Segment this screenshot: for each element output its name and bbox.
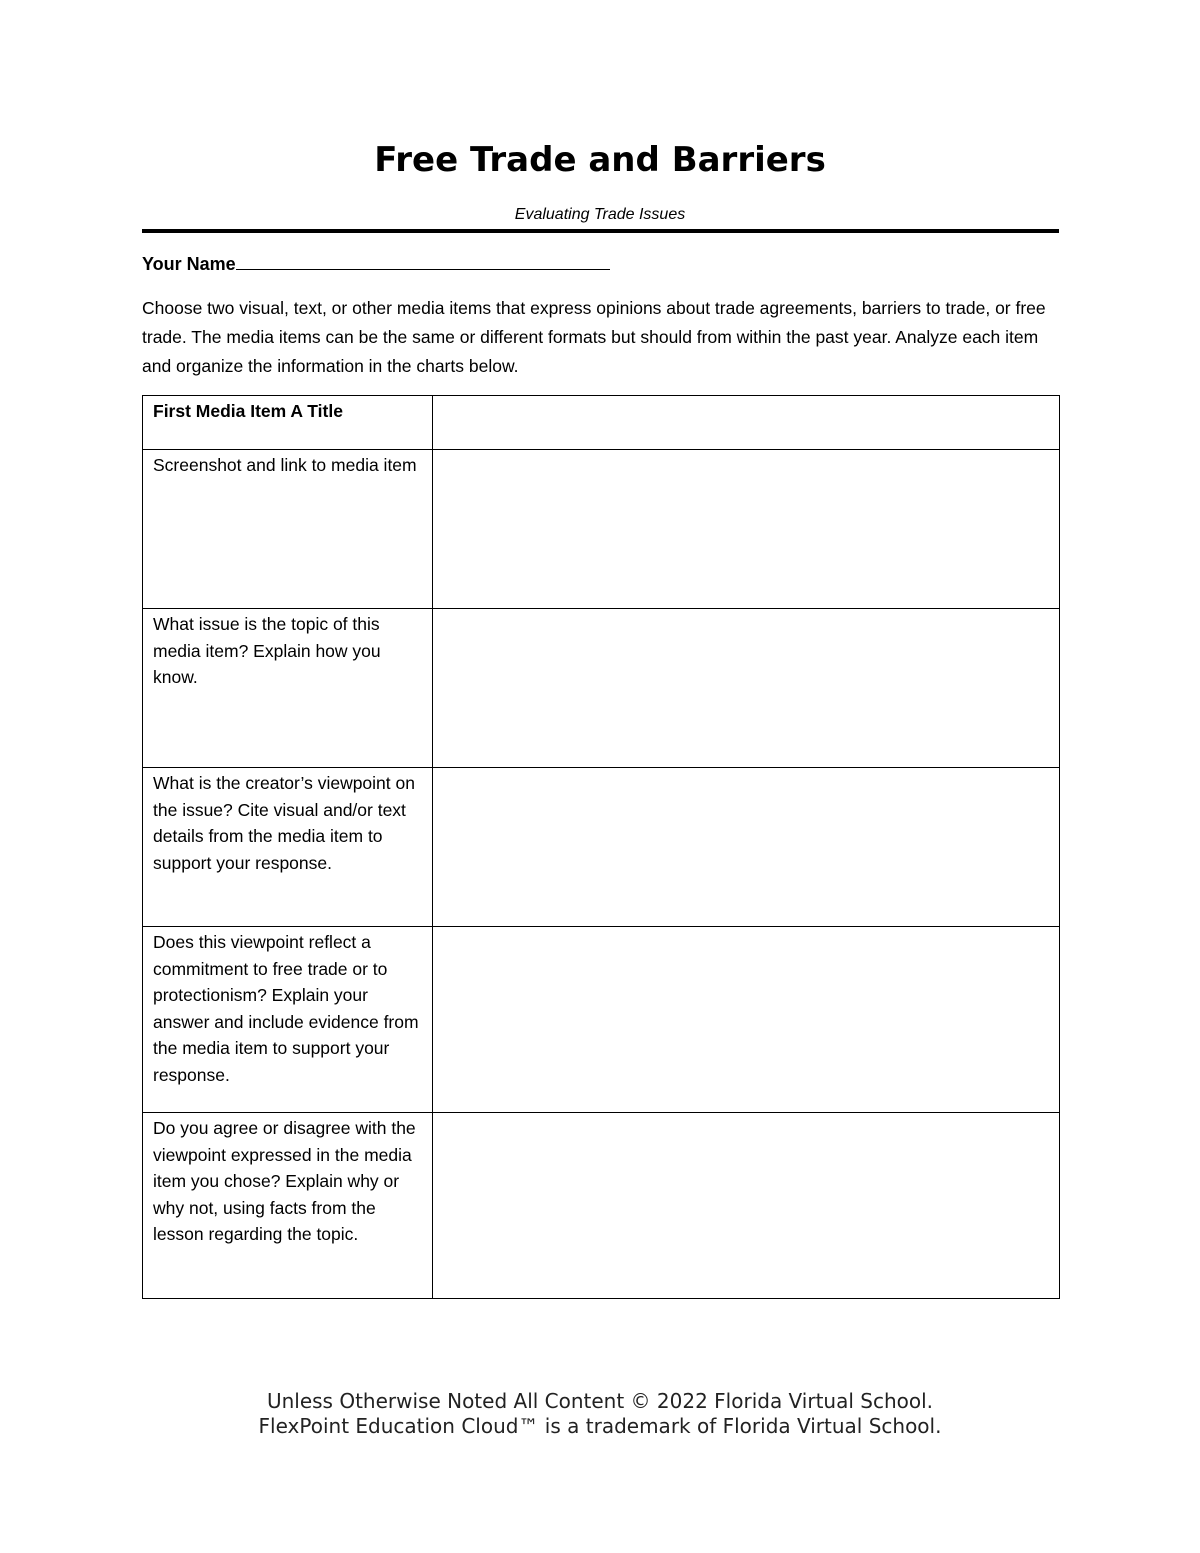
copyright-notice: Unless Otherwise Noted All Content © 2022 Florida Virtual School. [266,1389,934,1413]
name-field-label: Your Name [142,254,236,274]
instructions-paragraph: Choose two visual, text, or other media items that express opinions about trade agreements, barriers to trade, or free trade. The media items can be the same or different formats but should from within the past year. Analyze each item and organize the information in the charts below. [142,298,1046,376]
row-prompt-screenshot-link: Screenshot and link to media item [143,450,433,609]
row-prompt-free-trade-protectionism: Does this viewpoint reflect a commitment to free trade or to protectionism? Explain your answer and include evidence from the media item to support your response. [143,927,433,1113]
row-prompt-media-title: First Media Item A Title [143,396,433,450]
table-row [143,450,1060,609]
row-prompt-creator-viewpoint: What is the creator’s viewpoint on the issue? Cite visual and/or text details from the media item to support your response. [143,768,433,927]
answer-cell-free-trade-protectionism[interactable] [433,927,1060,1113]
row-prompt-agree-disagree: Do you agree or disagree with the viewpoint expressed in the media item you chose? Explain why or why not, using facts from the lesson regarding the topic. [143,1113,433,1299]
answer-cell-screenshot-link[interactable] [433,450,1060,609]
name-blank-line[interactable] [236,268,610,270]
answer-cell-issue-topic[interactable] [433,609,1060,768]
title-divider [142,229,1059,233]
page-footer [0,1389,1200,1439]
table-row [143,1113,1060,1299]
document-subtitle: Evaluating Trade Issues [514,206,686,223]
row-prompt-issue-topic: What issue is the topic of this media item? Explain how you know. [143,609,433,768]
table-row [143,768,1060,927]
table-row [143,927,1060,1113]
answer-cell-agree-disagree[interactable] [433,1113,1060,1299]
media-analysis-table [142,395,1060,1299]
answer-cell-media-title[interactable] [433,396,1060,450]
table-row [143,609,1060,768]
answer-cell-creator-viewpoint[interactable] [433,768,1060,927]
trademark-notice: FlexPoint Education Cloud™ is a trademark of Florida Virtual School. [258,1414,942,1438]
table-row [143,396,1060,450]
document-title: Free Trade and Barriers [374,140,826,180]
name-field [142,252,610,276]
